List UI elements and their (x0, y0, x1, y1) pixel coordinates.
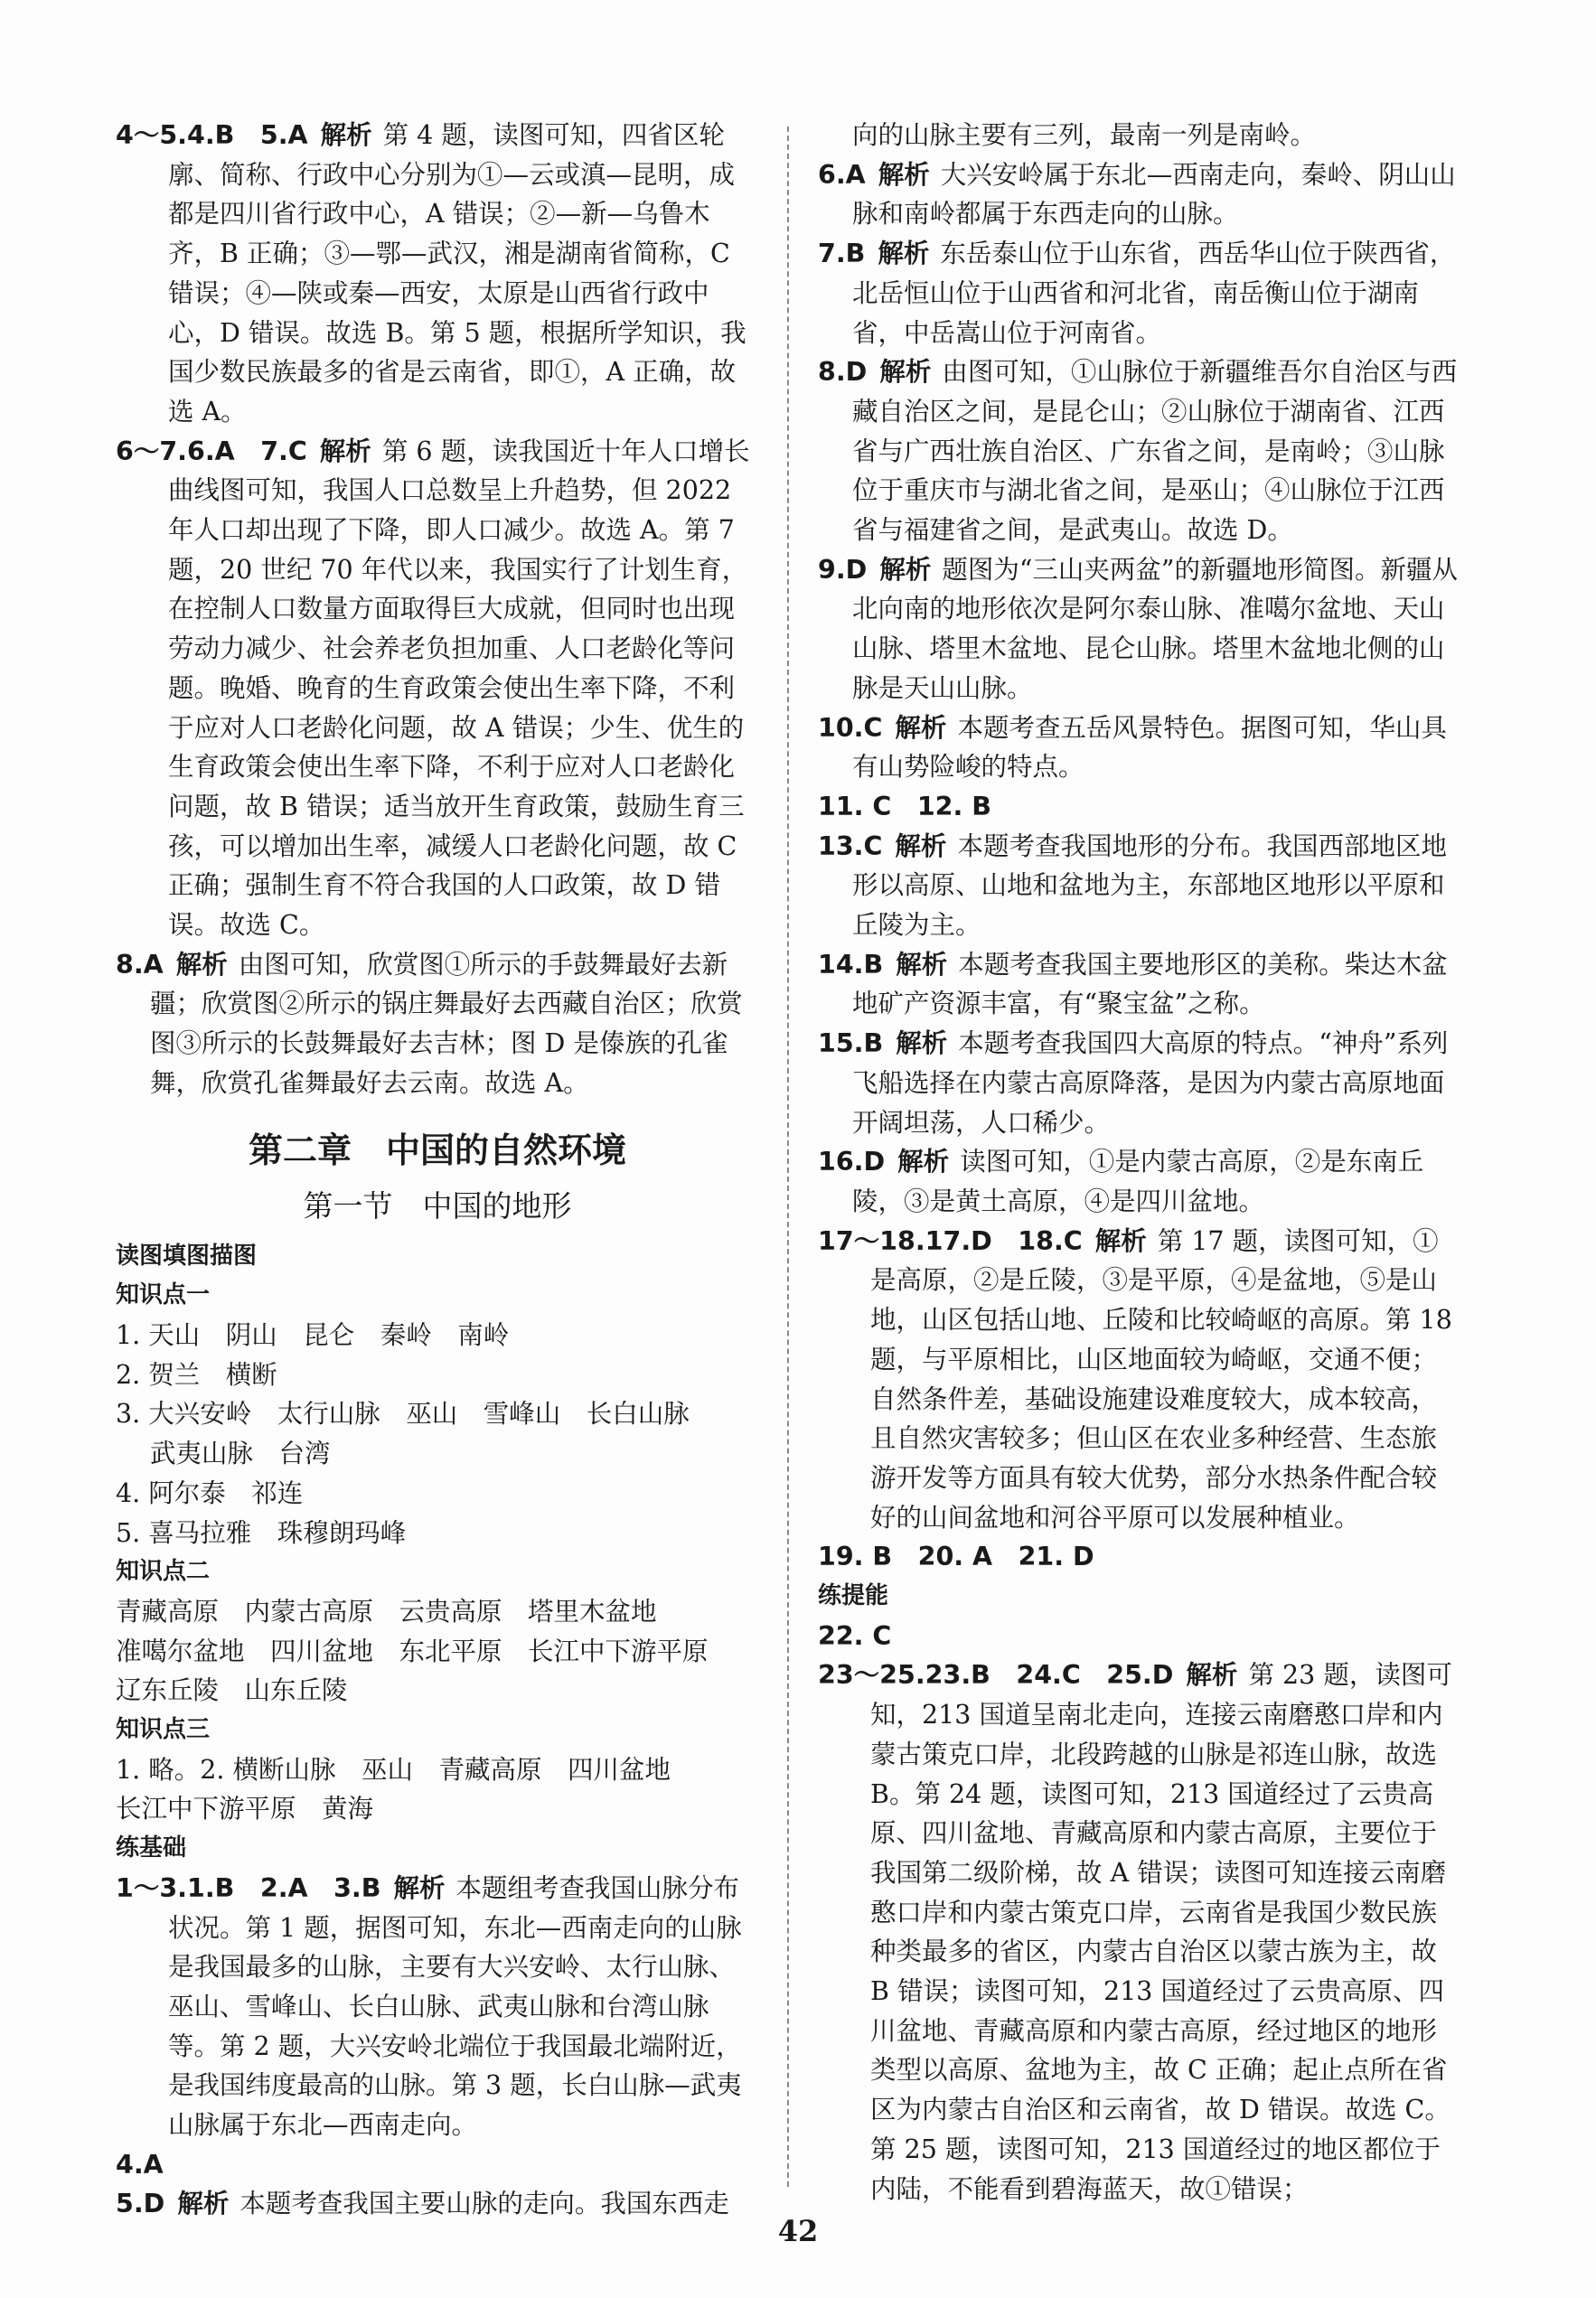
answer-key: A (143, 2149, 164, 2180)
question-number: 6. (818, 159, 846, 190)
answer-line: 1. 天山 阴山 昆仑 秦岭 南岭 (116, 1319, 510, 1350)
analysis-text: 由图可知，①山脉位于新疆维吾尔自治区与西藏自治区之间，是昆仑山；②山脉位于湖南省、江西省与广西壮族自治区、广东省之间，是南岭；③山脉位于重庆市与湖北省之间，是巫山；④山脉位于江西省与福建省之间，是武夷山。故选 D。 (852, 357, 1458, 546)
question-number: 6～7. (116, 436, 187, 466)
question-number: 23～25. (818, 1660, 925, 1691)
answer-line: 19. B 20. A 21. D (818, 1542, 1094, 1572)
question-number: 4. (116, 2149, 144, 2180)
left-column (116, 116, 759, 2224)
analysis-text: 本题考查我国四大高原的特点。“神舟”系列飞船选择在内蒙古高原降落，是因为内蒙古高原地面开阔坦荡，人口稀少。 (852, 1028, 1449, 1138)
answer-key: 23.B 24.C 25.D (925, 1660, 1174, 1691)
analysis-text: 本题组考查我国山脉分布状况。第 1 题，据图可知，东北—西南走向的山脉是我国最多的山脉，主要有大兴安岭、太行山脉、巫山、雪峰山、长白山脉、武夷山脉和台湾山脉等。第 2 题，大兴安岭北端位于我国最北端附近，是我国纬度最高的山脉。第 3 题，长白山脉—武夷山脉属于东北—西南走向。 (168, 1872, 742, 2141)
answer-line: 青藏高原 内蒙古高原 云贵高原 塔里木盆地 (116, 1596, 657, 1627)
answer-entry (818, 1655, 1461, 2209)
answer-key: 17.D 18.C (925, 1225, 1083, 1256)
answer-entry (116, 116, 759, 432)
subheading: 知识点一 (116, 1281, 211, 1309)
question-number: 16. (818, 1147, 864, 1177)
subheading: 读图填图描图 (116, 1242, 258, 1270)
analysis-label: 解析 (320, 120, 372, 150)
page-number: 42 (777, 2214, 819, 2248)
analysis-label: 解析 (177, 2189, 230, 2219)
analysis-label: 解析 (878, 159, 930, 190)
analysis-text: 第 4 题，读图可知，四省区轮廓、简称、行政中心分别为①—云或滇—昆明，成都是四川省行政中心，A 错误；②—新—乌鲁木齐，B 正确；③—鄂—武汉，湘是湖南省简称，C 错误；④—陕或秦—西安，太原是山西省行政中心，D 错误。故选 B。第 5 题，根据所学知识，我国少数民族最多的省是云南省，即①，A 正确，故选 A。 (168, 120, 746, 427)
analysis-text: 东岳泰山位于山东省，西岳华山位于陕西省，北岳恒山位于山西省和河北省，南岳衡山位于湖南省，中岳嵩山位于河南省。 (852, 239, 1456, 348)
answer-key: A (845, 159, 866, 190)
answer-line: 2. 贺兰 横断 (116, 1359, 277, 1390)
analysis-text: 本题考查五岳风景特色。据图可知，华山具有山势险峻的特点。 (852, 712, 1447, 783)
question-number: 13. (818, 830, 864, 861)
analysis-label: 解析 (895, 712, 947, 743)
answer-key: A (143, 949, 164, 980)
analysis-label: 解析 (895, 830, 947, 861)
answer-key: B (863, 949, 884, 980)
answer-line: 11. C 12. B (818, 791, 991, 821)
analysis-text: 由图可知，欣赏图①所示的手鼓舞最好去新疆；欣赏图②所示的锅庄舞最好去西藏自治区；欣赏图③所示的长鼓舞最好去吉林；图 D 是傣族的孔雀舞，欣赏孔雀舞最好去云南。故选 A。 (150, 949, 743, 1098)
answer-entry (818, 945, 1461, 1024)
analysis-label: 解析 (1186, 1660, 1238, 1691)
analysis-text: 题图为“三山夹两盆”的新疆地形简图。新疆从北向南的地形依次是阿尔泰山脉、准噶尔盆地、天山山脉、塔里木盆地、昆仑山脉。塔里木盆地北侧的山脉是天山山脉。 (852, 554, 1459, 703)
analysis-text: 本题考查我国主要山脉的走向。我国东西走 (239, 2189, 729, 2219)
answer-entry (818, 1142, 1461, 1221)
analysis-text: 读图可知，①是内蒙古高原，②是东南丘陵，③是黄土高原，④是四川盆地。 (852, 1147, 1424, 1216)
answer-key: B (845, 239, 866, 269)
answer-key: D (845, 554, 868, 585)
answer-line: 22. C (818, 1620, 892, 1651)
analysis-label: 解析 (879, 357, 932, 388)
answer-key: D (143, 2189, 165, 2219)
question-number: 8. (116, 949, 144, 980)
continued-text: 向的山脉主要有三列，最南一列是南岭。 (852, 120, 1317, 150)
question-number: 4～5. (116, 120, 187, 150)
answer-key: B (863, 1028, 884, 1059)
answer-entry (818, 827, 1461, 945)
analysis-label: 解析 (1094, 1225, 1147, 1256)
section-title: 第一节 中国的地形 (303, 1187, 572, 1224)
answer-line: 长江中下游平原 黄海 (116, 1794, 374, 1824)
answer-entry (818, 155, 1461, 234)
answer-entry (818, 550, 1461, 708)
answer-entry (116, 1869, 759, 2145)
answer-line: 1. 略。2. 横断山脉 巫山 青藏高原 四川盆地 (116, 1754, 671, 1785)
question-number: 14. (818, 949, 864, 980)
analysis-label: 解析 (878, 239, 930, 269)
answer-line: 辽东丘陵 山东丘陵 (116, 1675, 348, 1706)
answer-line: 武夷山脉 台湾 (150, 1439, 331, 1469)
answer-entry (818, 1222, 1461, 1538)
analysis-label: 解析 (896, 949, 948, 980)
answer-key: 1.B 2.A 3.B (187, 1872, 381, 1903)
answer-line: 5. 喜马拉雅 珠穆朗玛峰 (116, 1517, 407, 1548)
analysis-label: 解析 (897, 1147, 950, 1177)
analysis-text: 第 17 题，读图可知，①是高原，②是丘陵，③是平原，④是盆地，⑤是山地，山区包括山地、丘陵和比较崎岖的高原。第 18 题，与平原相比，山区地面较为崎岖，交通不便；自然条件差，基础设施建设难度较大，成本较高，且自然灾害较多；但山区在农业多种经营、生态旅游开发等方面具有较大优势，部分水热条件配合较好的山间盆地和河谷平原可以发展种植业。 (870, 1225, 1452, 1533)
answer-entry (116, 432, 759, 945)
question-number: 1～3. (116, 1872, 187, 1903)
answer-entry (116, 2145, 759, 2185)
analysis-text: 本题考查我国主要地形区的美称。柴达木盆地矿产资源丰富，有“聚宝盆”之称。 (852, 949, 1448, 1019)
answer-key: 4.B 5.A (187, 120, 308, 150)
answer-key: D (845, 357, 868, 388)
answer-entry (818, 352, 1461, 550)
column-divider (787, 127, 789, 2187)
analysis-text: 大兴安岭属于东北—西南走向，秦岭、阴山山脉和南岭都属于东西走向的山脉。 (852, 159, 1456, 230)
answer-key: D (863, 1147, 886, 1177)
analysis-label: 解析 (393, 1872, 446, 1903)
subheading: 练提能 (818, 1582, 889, 1610)
subheading: 练基础 (116, 1834, 187, 1862)
question-number: 10. (818, 712, 864, 743)
question-number: 5. (116, 2189, 144, 2219)
answer-line: 3. 大兴安岭 太行山脉 巫山 雪峰山 长白山脉 (116, 1399, 690, 1430)
right-column (818, 116, 1461, 2209)
question-number: 17～18. (818, 1225, 925, 1256)
analysis-label: 解析 (319, 436, 371, 466)
answer-key: C (863, 830, 883, 861)
analysis-text: 本题考查我国地形的分布。我国西部地区地形以高原、山地和盆地为主，东部地区地形以平原和丘陵为主。 (852, 830, 1447, 941)
analysis-label: 解析 (896, 1028, 948, 1059)
answer-entry (818, 1024, 1461, 1142)
chapter-title: 第二章 中国的自然环境 (248, 1130, 626, 1170)
question-number: 7. (818, 239, 846, 269)
question-number: 15. (818, 1028, 864, 1059)
answer-entry (818, 234, 1461, 352)
analysis-label: 解析 (879, 554, 932, 585)
analysis-text: 第 23 题，读图可知，213 国道呈南北走向，连接云南磨憨口岸和内蒙古策克口岸，北段跨越的山脉是祁连山脉，故选 B。第 24 题，读图可知，213 国道经过了云贵高原、四川盆地、青藏高原和内蒙古高原，主要位于我国第二级阶梯，故 A 错误；读图可知连接云南磨憨口岸和内蒙古策克口岸，云南省是我国少数民族种类最多的省区，内蒙古自治区以蒙古族为主，故 B 错误；读图可知，213 国道经过了云贵高原、四川盆地、青藏高原和内蒙古高原，经过地区的地形类型以高原、盆地为主，故 C 正确；起止点所在省区为内蒙古自治区和云南省，故 D 错误。故选 C。第 25 题，读图可知，213 国道经过的地区都位于内陆，不能看到碧海蓝天，故①错误； (870, 1660, 1452, 2204)
analysis-text: 第 6 题，读我国近十年人口增长曲线图可知，我国人口总数呈上升趋势，但 2022 年人口却出现了下降，即人口减少。故选 A。第 7 题，20 世纪 70 年代以来，我国实行了计划生育，在控制人口数量方面取得巨大成就，但同时也出现劳动力减少、社会养老负担加重、人口老龄化等问题。晚婚、晚育的生育政策会使出生率下降，不利于应对人口老龄化问题，故 A 错误；少生、优生的生育政策会使出生率下降，不利于应对人口老龄化问题，故 B 错误；适当放开生育政策，鼓励生育三孩，可以增加出生率，减缓人口老龄化问题，故 C 正确；强制生育不符合我国的人口政策，故 D 错误。故选 C。 (168, 436, 750, 941)
question-number: 8. (818, 357, 846, 388)
subheading: 知识点三 (116, 1716, 211, 1744)
answer-entry (818, 708, 1461, 787)
answer-entry (116, 945, 759, 1103)
question-number: 9. (818, 554, 846, 585)
answer-key: 6.A 7.C (187, 436, 307, 466)
answer-line: 准噶尔盆地 四川盆地 东北平原 长江中下游平原 (116, 1636, 709, 1666)
answer-line: 4. 阿尔泰 祁连 (116, 1477, 304, 1508)
analysis-label: 解析 (175, 949, 228, 980)
subheading: 知识点二 (116, 1558, 211, 1586)
answer-key: C (863, 712, 883, 743)
